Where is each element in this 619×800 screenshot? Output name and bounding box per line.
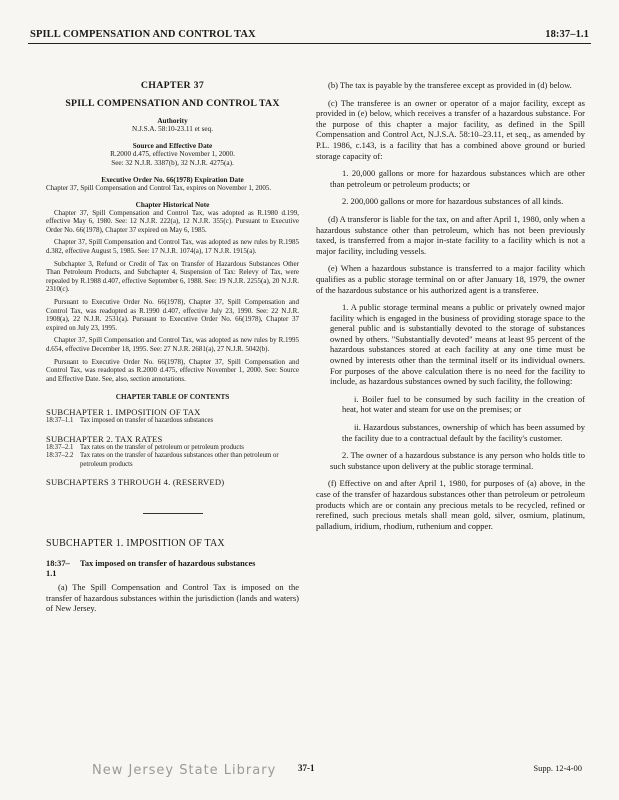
toc-entry-number: 18:37–2.1 — [46, 443, 74, 451]
toc-heading: CHAPTER TABLE OF CONTENTS — [115, 393, 230, 402]
section-number: 18:37–1.1 — [46, 558, 70, 578]
toc-entry-number: 18:37–1.1 — [46, 417, 74, 425]
chapter-title: SPILL COMPENSATION AND CONTROL TAX — [65, 98, 280, 109]
authority-heading: Authority — [157, 117, 188, 125]
source-line: R.2000 d.475, effective November 1, 2000. — [110, 150, 235, 158]
left-column — [46, 80, 299, 621]
body-paragraph-indented: 2. The owner of a hazardous substance is any person who holds title to such substance upon delivery at the public storage terminal. — [330, 450, 585, 471]
toc-entry — [46, 452, 299, 469]
history-paragraph: Pursuant to Executive Order No. 66(1978), Chapter 37, Spill Compensation and Control Tax, was readopted as R.2000 d.475, effective November 1, 2000. See: Source and Effective Date. See, also, section annotations. — [46, 357, 299, 383]
exec-order-heading: Executive Order No. 66(1978) Expiration Date — [101, 176, 244, 184]
library-watermark: New Jersey State Library — [92, 763, 277, 778]
toc-entry-number: 18:37–2.2 — [46, 452, 74, 460]
body-paragraph: (b) The tax is payable by the transferee except as provided in (d) below. — [328, 80, 572, 90]
exec-order-text: Chapter 37, Spill Compensation and Control Tax, expires on November 1, 2005. — [46, 184, 272, 192]
body-paragraph-indented: 1. A public storage terminal means a public or privately owned major facility which is engaged in the business of providing storage space to the general public and is substantially devoted to the storage of substances owned by others. "Substantially devoted" means at least 95 percent of the hazardous substances stored at each facility at any one time must be owned by interests other than the terminal itself or its individual owners. For purposes of the above calculation there is no need for the facility to include, as hazardous substances owned by such facility, the following: — [330, 302, 585, 387]
source-heading: Source and Effective Date — [132, 142, 213, 150]
source-line: See: 32 N.J.R. 3387(b), 32 N.J.R. 4275(a). — [111, 159, 234, 167]
section-divider — [143, 513, 203, 514]
body-paragraph-indented: ii. Hazardous substances, ownership of which has been assumed by the facility due to a contractual default by the facility's customer. — [342, 422, 585, 443]
body-paragraph-indented: 2. 200,000 gallons or more for hazardous substances of all kinds. — [342, 196, 564, 207]
toc-subchapter-1: SUBCHAPTER 1. IMPOSITION OF TAX — [46, 407, 201, 418]
body-paragraph: (d) A transferor is liable for the tax, on and after April 1, 1980, only when a hazardous substance other than petroleum, which has not been previously taxed, is transferred from a major in-state facility to a facility which is not a major facility, including vessels. — [316, 213, 585, 256]
subchapter-1-heading: SUBCHAPTER 1. IMPOSITION OF TAX — [46, 537, 225, 549]
toc-subchapter-2: SUBCHAPTER 2. TAX RATES — [46, 433, 163, 444]
section-title: Tax imposed on transfer of hazardous substances — [80, 558, 256, 568]
history-paragraph: Chapter 37, Spill Compensation and Control Tax, was adopted as R.1980 d.199, effective May 6, 1980. See: 12 N.J.R. 222(a), 12 N.J.R. 355(c). Pursuant to Executive Order No. 66(1978), Chapter 37 expired on May 6, 1985. — [46, 208, 299, 234]
toc-entry — [46, 444, 299, 452]
history-paragraph: Chapter 37, Spill Compensation and Control Tax, was adopted as new rules by R.1985 d.382, effective August 5, 1985. See: 17 N.J.R. 1074(a), 17 N.J.R. 1915(a). — [46, 238, 299, 255]
supplement-date: Supp. 12-4-00 — [533, 763, 582, 773]
authority-text: N.J.S.A. 58:10-23.11 et seq. — [132, 125, 213, 133]
running-header — [28, 26, 591, 44]
history-heading: Chapter Historical Note — [135, 200, 210, 209]
toc-subchapters-3-4: SUBCHAPTERS 3 THROUGH 4. (RESERVED) — [46, 476, 225, 487]
section-heading — [46, 559, 299, 579]
header-rule — [28, 43, 591, 44]
body-paragraph-indented: i. Boiler fuel to be consumed by such facility in the creation of heat, hot water and steam for use on the premises; or — [342, 393, 585, 415]
header-title: SPILL COMPENSATION AND CONTROL TAX — [30, 29, 256, 40]
right-column — [316, 80, 585, 538]
body-paragraph-indented: 1. 20,000 gallons or more for hazardous substances which are other than petroleum or petroleum products; or — [330, 168, 585, 189]
history-paragraph: Chapter 37, Spill Compensation and Control Tax, was adopted as new rules by R.1995 d.654, effective December 18, 1995. See: 27 N.J.R. 2681(a), 27 N.J.R. 5042(b). — [46, 336, 299, 353]
toc-entry-title: Tax imposed on transfer of hazardous substances — [80, 417, 214, 425]
page-number: 37-1 — [298, 763, 315, 773]
chapter-number: CHAPTER 37 — [140, 80, 205, 91]
toc-entry — [46, 417, 299, 425]
body-paragraph: (f) Effective on and after April 1, 1980, for purposes of (a) above, in the case of the transfer of hazardous substances other than petroleum or petroleum products which are or contain any precious metals to be recycled, refined or rerefined, such precious metals shall mean gold, silver, osmium, platinum, palladium, iridium, rhodium, ruthenium and copper. — [316, 478, 585, 531]
header-section-number: 18:37–1.1 — [545, 29, 589, 40]
history-paragraph: Subchapter 3, Refund or Credit of Tax on Transfer of Hazardous Substances Other Than Petroleum Products, and Subchapter 4, Suspension of Tax: Relevy of Tax, were repealed by R.1988 d.407, effective September 6, 1988. See: 19 N.J.R. 2255(a), 20 N.J.R. 2310(c). — [46, 259, 299, 294]
history-paragraph: Pursuant to Executive Order No. 66(1978), Chapter 37, Spill Compensation and Control Tax, was readopted as R.1990 d.407, effective July 23, 1990. See: 22 N.J.R. 1908(a), 22 N.J.R. 2531(a). Pursuant to Executive Order No. 66(1978), Chapter 37 expired on July 23, 1995. — [46, 297, 299, 332]
body-paragraph: (e) When a hazardous substance is transferred to a major facility which qualifies as a public storage terminal on or after January 18, 1979, the owner of the hazardous substance or his authorized agent is a transferee. — [316, 263, 585, 295]
toc-entry-title: Tax rates on the transfer of petroleum or petroleum products — [80, 443, 244, 451]
toc-entry-title: Tax rates on the transfer of hazardous substances other than petroleum or petroleum products — [80, 452, 279, 468]
body-paragraph: (c) The transferee is an owner or operator of a major facility, except as provided in (e) below, which receives a transfer of a hazardous substance. For the purpose of this chapter a major facility, as defined in the Spill Compensation and Control Act, N.J.S.A. 58:10–23.11, et seq., as amended by P.L. 1986, c.143, is a facility that has a combined above ground or buried storage capacity of: — [316, 97, 585, 161]
section-paragraph-a: (a) The Spill Compensation and Control Tax is imposed on the transfer of hazardous substances within the jurisdiction (lands and waters) of New Jersey. — [46, 581, 299, 614]
